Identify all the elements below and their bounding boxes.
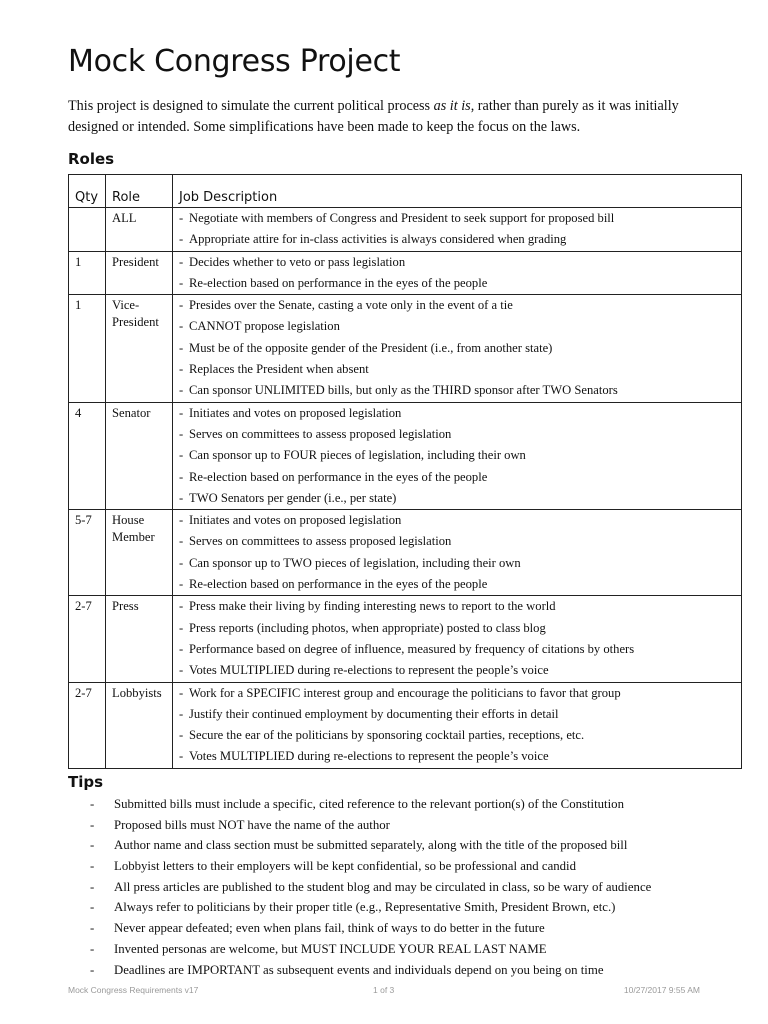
tips-list bbox=[68, 794, 748, 980]
duty-list bbox=[179, 683, 735, 768]
duty-list bbox=[179, 295, 735, 401]
duty-list bbox=[179, 208, 735, 251]
roles-table-body bbox=[69, 208, 742, 769]
role-cell: Press bbox=[106, 596, 173, 682]
table-row bbox=[69, 251, 742, 295]
bullet-dash: - bbox=[90, 900, 95, 915]
bullet-dash: - bbox=[90, 921, 95, 936]
table-row bbox=[69, 596, 742, 682]
bullet-dash: - bbox=[90, 817, 95, 832]
duty-item: - Re-election based on performance in the eyes of the people bbox=[179, 467, 735, 488]
footer-timestamp: 10/27/2017 9:55 AM bbox=[623, 985, 700, 995]
role-cell: Vice- President bbox=[106, 295, 173, 402]
duty-item: - Decides whether to veto or pass legislation bbox=[179, 252, 735, 273]
duty-item: - Re-election based on performance in the eyes of the people bbox=[179, 273, 735, 294]
table-row bbox=[69, 208, 742, 252]
bullet-dash: - bbox=[90, 879, 95, 894]
tip-text: Author name and class section must be submitted separately, along with the title of the proposed bill bbox=[114, 838, 628, 853]
role-cell: President bbox=[106, 251, 173, 295]
tip-text: Lobbyist letters to their employers will be kept confidential, so be professional and candid bbox=[114, 859, 576, 874]
page-title: Mock Congress Project bbox=[68, 44, 401, 79]
duty-item: - Can sponsor up to TWO pieces of legislation, including their own bbox=[179, 553, 735, 574]
bullet-dash: - bbox=[90, 941, 95, 956]
duty-item: - Can sponsor UNLIMITED bills, but only as the THIRD sponsor after TWO Senators bbox=[179, 380, 735, 401]
intro-text-after: , rather than purely as it was initially designed or intended. Some simplifications have been made to keep the focus on the laws. bbox=[68, 98, 679, 135]
roles-table bbox=[68, 174, 742, 769]
duty-item: - Serves on committees to assess proposed legislation bbox=[179, 424, 735, 445]
table-row bbox=[69, 510, 742, 596]
bullet-dash: - bbox=[90, 797, 95, 811]
duty-item: - TWO Senators per gender (i.e., per state) bbox=[179, 488, 735, 509]
intro-paragraph bbox=[68, 96, 708, 138]
role-cell: ALL bbox=[106, 208, 173, 252]
tip-text: Proposed bills must NOT have the name of the author bbox=[114, 817, 390, 832]
duty-item: - Votes MULTIPLIED during re-elections to represent the people’s voice bbox=[179, 660, 735, 681]
table-row bbox=[69, 295, 742, 402]
duty-list bbox=[179, 596, 735, 681]
tip-item bbox=[68, 794, 748, 815]
job-description-cell bbox=[173, 682, 742, 768]
tip-item bbox=[68, 918, 748, 939]
tip-item bbox=[68, 939, 748, 960]
qty-cell: 4 bbox=[69, 402, 106, 509]
duty-item: - Initiates and votes on proposed legislation bbox=[179, 510, 735, 531]
intro-text-before: This project is designed to simulate the current political process bbox=[68, 98, 434, 114]
qty-cell: 1 bbox=[69, 251, 106, 295]
tip-item bbox=[68, 835, 748, 856]
footer-document-name: Mock Congress Requirements v17 bbox=[68, 985, 199, 995]
qty-cell: 2-7 bbox=[69, 596, 106, 682]
header-job-description: Job Description bbox=[173, 175, 742, 208]
tips-heading: Tips bbox=[68, 773, 104, 791]
duty-item: - Justify their continued employment by documenting their efforts in detail bbox=[179, 704, 735, 725]
duty-item: - Votes MULTIPLIED during re-elections to represent the people’s voice bbox=[179, 746, 735, 767]
tip-text: Always refer to politicians by their proper title (e.g., Representative Smith, President Brown, etc.) bbox=[114, 900, 616, 915]
duty-item: - CANNOT propose legislation bbox=[179, 316, 735, 337]
job-description-cell bbox=[173, 402, 742, 509]
job-description-cell bbox=[173, 510, 742, 596]
bullet-dash: - bbox=[90, 962, 95, 977]
duty-item: - Negotiate with members of Congress and President to seek support for proposed bill bbox=[179, 208, 735, 229]
duty-item: - Must be of the opposite gender of the President (i.e., from another state) bbox=[179, 338, 735, 359]
qty-cell bbox=[69, 208, 106, 252]
job-description-cell bbox=[173, 596, 742, 682]
duty-list bbox=[179, 252, 735, 295]
tip-item bbox=[68, 897, 748, 918]
tip-text: Invented personas are welcome, but MUST INCLUDE YOUR REAL LAST NAME bbox=[114, 941, 547, 956]
bullet-dash: - bbox=[90, 838, 95, 853]
table-row bbox=[69, 402, 742, 509]
tip-item bbox=[68, 960, 748, 981]
job-description-cell bbox=[173, 295, 742, 402]
qty-cell: 1 bbox=[69, 295, 106, 402]
duty-item: - Can sponsor up to FOUR pieces of legislation, including their own bbox=[179, 445, 735, 466]
duty-item: - Initiates and votes on proposed legislation bbox=[179, 403, 735, 424]
duty-item: - Secure the ear of the politicians by sponsoring cocktail parties, receptions, etc. bbox=[179, 725, 735, 746]
tip-item bbox=[68, 815, 748, 836]
tip-item bbox=[68, 856, 748, 877]
duty-item: - Performance based on degree of influence, measured by frequency of citations by others bbox=[179, 639, 735, 660]
duty-list bbox=[179, 403, 735, 509]
duty-item: - Work for a SPECIFIC interest group and encourage the politicians to favor that group bbox=[179, 683, 735, 704]
duty-item: - Re-election based on performance in the eyes of the people bbox=[179, 574, 735, 595]
tip-text: All press articles are published to the student blog and may be circulated in class, so be wary of audience bbox=[114, 879, 652, 894]
duty-item: - Press make their living by finding interesting news to report to the world bbox=[179, 596, 735, 617]
tip-item bbox=[68, 877, 748, 898]
bullet-dash: - bbox=[90, 859, 95, 874]
intro-emphasis: as it is bbox=[433, 98, 471, 114]
duty-list bbox=[179, 510, 735, 595]
roles-heading: Roles bbox=[68, 150, 115, 168]
footer-page-number: 1 of 3 bbox=[373, 985, 395, 995]
duty-item: - Serves on committees to assess proposed legislation bbox=[179, 531, 735, 552]
header-role: Role bbox=[106, 175, 173, 208]
table-header-row bbox=[69, 175, 742, 208]
role-cell: House Member bbox=[106, 510, 173, 596]
header-qty: Qty bbox=[69, 175, 106, 208]
role-cell: Senator bbox=[106, 402, 173, 509]
duty-item: - Presides over the Senate, casting a vote only in the event of a tie bbox=[179, 295, 735, 316]
qty-cell: 5-7 bbox=[69, 510, 106, 596]
tip-text: Never appear defeated; even when plans fail, think of ways to do better in the future bbox=[114, 921, 545, 936]
tip-text: Deadlines are IMPORTANT as subsequent events and individuals depend on you being on time bbox=[114, 962, 604, 977]
table-row bbox=[69, 682, 742, 768]
duty-item: - Replaces the President when absent bbox=[179, 359, 735, 380]
qty-cell: 2-7 bbox=[69, 682, 106, 768]
job-description-cell bbox=[173, 251, 742, 295]
job-description-cell bbox=[173, 208, 742, 252]
duty-item: - Appropriate attire for in-class activities is always considered when grading bbox=[179, 229, 735, 250]
tip-text: Submitted bills must include a specific, cited reference to the relevant portion(s) of the Constitution bbox=[114, 797, 624, 811]
duty-item: - Press reports (including photos, when appropriate) posted to class blog bbox=[179, 618, 735, 639]
role-cell: Lobbyists bbox=[106, 682, 173, 768]
